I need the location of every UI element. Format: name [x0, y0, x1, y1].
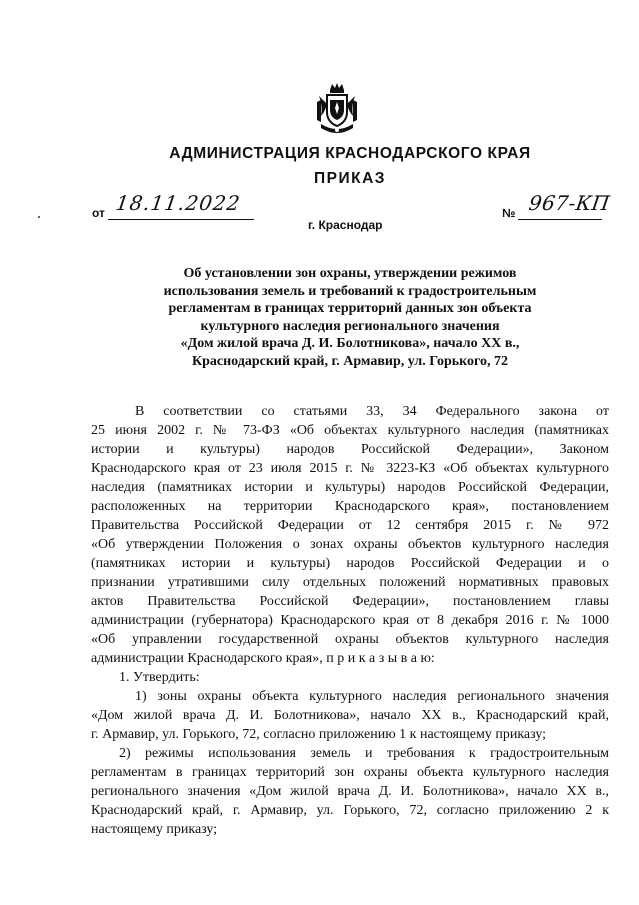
- body-line: актов Правительства Российской Федерации», постановлением главы: [91, 594, 609, 609]
- body-line: регламентам в границах территорий зон охраны объекта культурного наследия: [91, 765, 609, 780]
- body-line: 1. Утвердить:: [119, 670, 200, 685]
- handwritten-date: 18.11.2022: [114, 191, 243, 215]
- subject-line: культурного наследия регионального значения: [200, 318, 500, 334]
- body-line: «Об утверждении Положения о зонах охраны объектов культурного наследия: [91, 537, 609, 552]
- document-body: [91, 402, 609, 839]
- document-type: ПРИКАЗ: [314, 170, 386, 187]
- body-line: (памятниках истории и культуры) народов Российской Федерации и о: [91, 556, 609, 571]
- handwritten-number: 967-КП: [527, 191, 612, 215]
- body-line: настоящему приказу;: [91, 822, 218, 837]
- subject-line: «Дом жилой врача Д. И. Болотникова», начало XX в.,: [180, 336, 520, 351]
- number-underline: [518, 219, 602, 220]
- margin-mark: [38, 216, 40, 218]
- number-label: №: [502, 206, 516, 220]
- coat-of-arms-icon: [315, 82, 359, 136]
- body-line: администрации (губернатора) Краснодарского края от 8 декабря 2016 г. № 1000: [91, 613, 609, 628]
- body-line: «Об управлении государственной охраны объектов культурного наследия: [91, 632, 609, 647]
- date-underline: [108, 219, 254, 220]
- body-line: Краснодарского края от 23 июля 2015 г. № 3223-КЗ «Об объектах культурного: [91, 461, 609, 476]
- subject-line: регламентам в границах территорий данных зон объекта: [168, 301, 532, 316]
- body-line: истории и культуры) народов Российской Федерации», Законом: [91, 442, 609, 457]
- subject-line: Об установлении зон охраны, утверждении режимов: [183, 266, 517, 281]
- organization-title: АДМИНИСТРАЦИЯ КРАСНОДАРСКОГО КРАЯ: [169, 145, 531, 162]
- body-line: расположенных на территории Краснодарского края», постановлением: [91, 499, 609, 514]
- city-label: г. Краснодар: [308, 218, 383, 232]
- body-line: наследия (памятниках истории и культуры) народов Российской Федерации,: [91, 480, 609, 495]
- subject-line: использования земель и требований к градостроительным: [163, 283, 537, 299]
- body-line: признании утратившими силу отдельных положений нормативных правовых: [91, 575, 609, 590]
- body-line: В соответствии со статьями 33, 34 Федерального закона от: [135, 404, 609, 419]
- date-label: от: [92, 206, 105, 220]
- body-line: «Дом жилой врача Д. И. Болотникова», начало XX в., Краснодарский край,: [91, 708, 609, 723]
- body-line: 1) зоны охраны объекта культурного наследия регионального значения: [135, 689, 609, 704]
- subject-line: Краснодарский край, г. Армавир, ул. Горького, 72: [191, 353, 509, 369]
- body-line: г. Армавир, ул. Горького, 72, согласно приложению 1 к настоящему приказу;: [91, 727, 547, 742]
- body-line: регионального значения «Дом жилой врача Д. И. Болотникова», начало XX в.,: [91, 784, 609, 799]
- body-line: Краснодарский край, г. Армавир, ул. Горького, 72, согласно приложению 2 к: [91, 803, 609, 818]
- body-line: 25 июня 2002 г. № 73-ФЗ «Об объектах культурного наследия (памятниках: [91, 423, 609, 438]
- body-line: администрации Краснодарского края», п р и к а з ы в а ю:: [91, 651, 435, 666]
- document-subject: [110, 265, 590, 370]
- body-line: Правительства Российской Федерации от 12 сентября 2015 г. № 972: [91, 518, 609, 533]
- body-line: 2) режимы использования земель и требования к градостроительным: [119, 746, 609, 761]
